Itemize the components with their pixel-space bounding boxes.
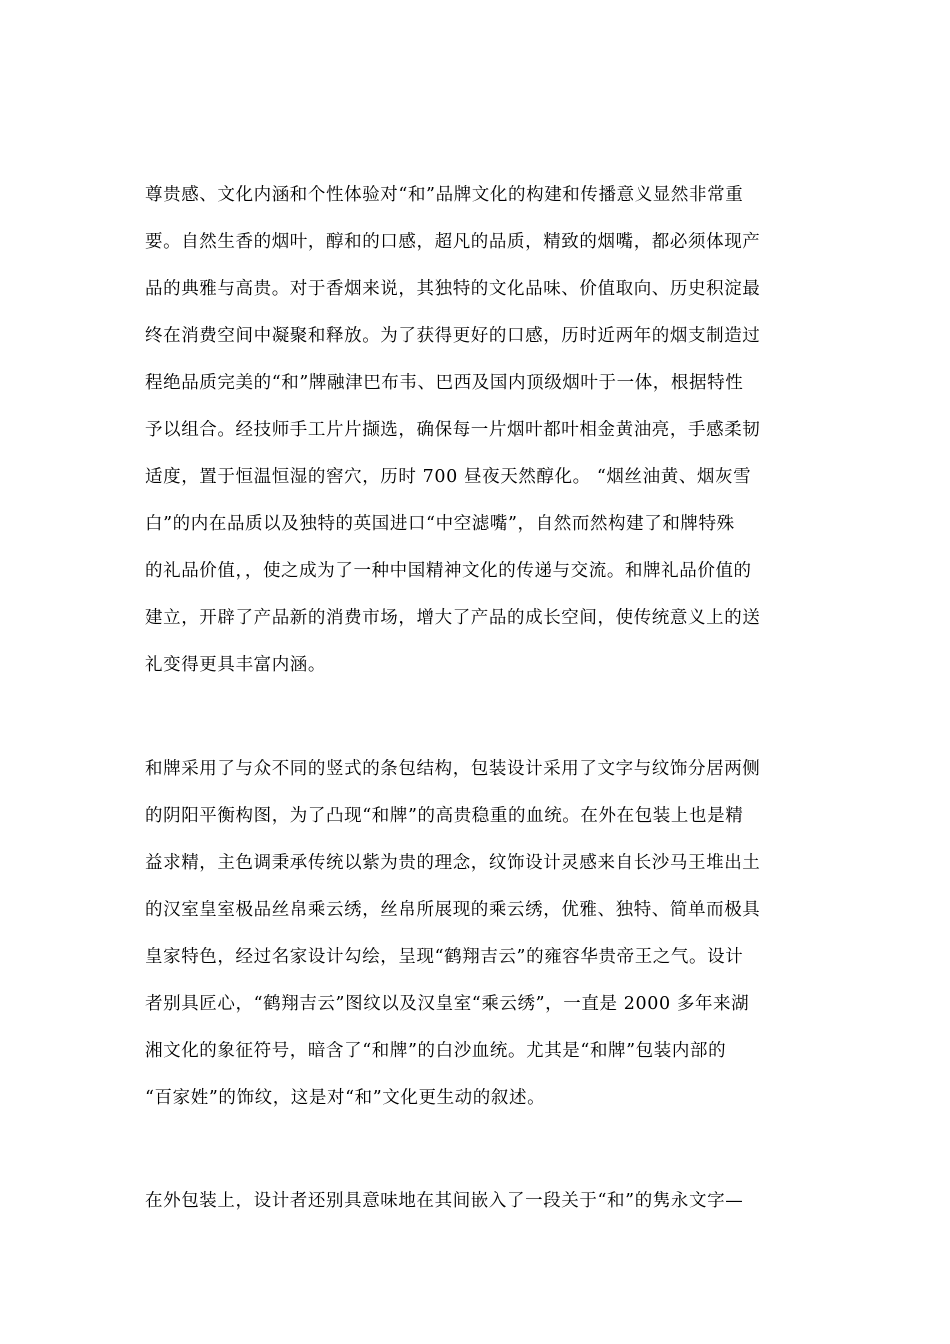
text-line: 的礼品价值，，使之成为了一种中国精神文化的传递与交流。和牌礼品价值的 [145,561,752,581]
text-line: 益求精，主色调秉承传统以紫为贵的理念，纹饰设计灵感来自长沙马王堆出土 [145,853,761,873]
text-line: 程绝品质完美的“和”牌融津巴布韦、巴西及国内顶级烟叶于一体，根据特性 [145,373,744,393]
text-line: 白”的内在品质以及独特的英国进口“中空滤嘴”，自然而然构建了和牌特殊 [145,514,735,534]
text-line: 的阴阳平衡构图，为了凸现“和牌”的高贵稳重的血统。在外在包装上也是精 [145,806,744,826]
text-line: 终在消费空间中凝聚和释放。为了获得更好的口感，历时近两年的烟支制造过 [145,326,761,346]
text-line: 湘文化的象征符号，暗含了“和牌”的白沙血统。尤其是“和牌”包装内部的 [145,1041,727,1061]
text-line: 礼变得更具丰富内涵。 [145,655,326,675]
text-line: 和牌采用了与众不同的竖式的条包结构，包装设计采用了文字与纹饰分居两侧 [145,759,761,779]
text-line: 在外包装上，设计者还别具意味地在其间嵌入了一段关于“和”的隽永文字— [145,1191,744,1211]
text-line: 皇家特色，经过名家设计勾绘，呈现“鹤翔吉云”的雍容华贵帝王之气。设计 [145,947,744,967]
text-line: “百家姓”的饰纹，这是对“和”文化更生动的叙述。 [145,1088,546,1108]
text-line: 予以组合。经技师手工片片撷选，确保每一片烟叶都叶相金黄油亮，手感柔韧 [145,420,761,440]
text-line: 的汉室皇室极品丝帛乘云绣，丝帛所展现的乘云绣，优雅、独特、简单而极具 [145,900,761,920]
text-line: 适度，置于恒温恒湿的窖穴，历时 700 昼夜天然醇化。 “烟丝油黄、烟灰雪 [145,467,752,487]
text-line: 者别具匠心，“鹤翔吉云”图纹以及汉皇室“乘云绣”，一直是 2000 多年来湖 [145,994,750,1014]
text-line: 要。自然生香的烟叶，醇和的口感，超凡的品质，精致的烟嘴，都必须体现产 [145,232,761,252]
text-line: 尊贵感、文化内涵和个性体验对“和”品牌文化的构建和传播意义显然非常重 [145,185,744,205]
text-line: 建立，开辟了产品新的消费市场，增大了产品的成长空间，使传统意义上的送 [145,608,761,628]
text-line: 品的典雅与高贵。对于香烟来说，其独特的文化品味、价值取向、历史积淀最 [145,279,761,299]
